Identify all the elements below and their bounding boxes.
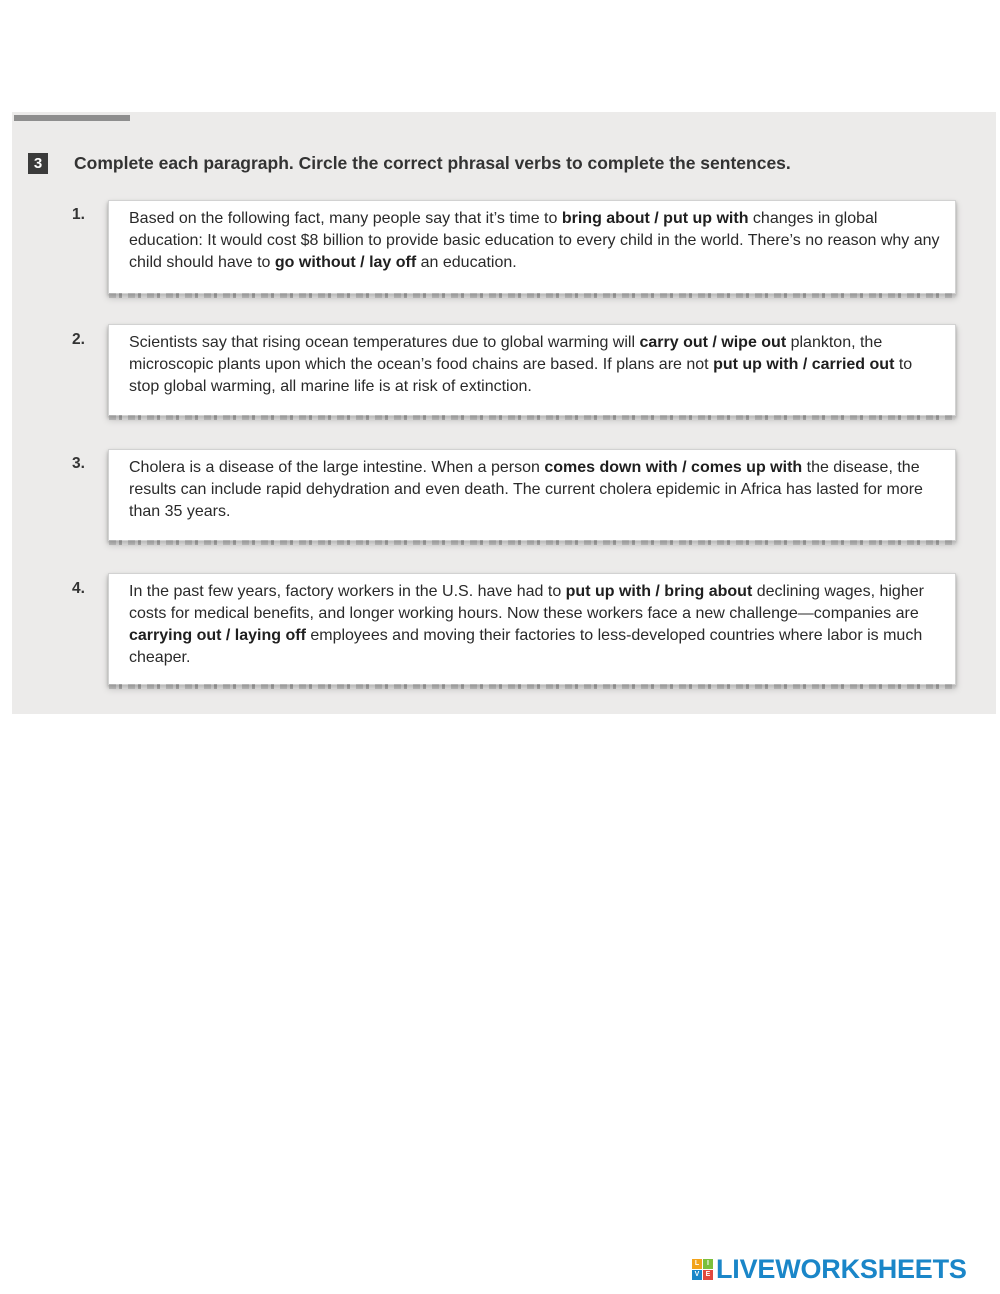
paragraph-card bbox=[108, 449, 956, 541]
text-segment: plankton, the microscopic plants upon which the ocean’s food chains are based. If plans are not bbox=[129, 334, 883, 373]
item-number: 4. bbox=[72, 580, 85, 597]
text-segment: employees and moving their factories to less-developed countries where labor is much cheaper. bbox=[129, 627, 923, 666]
paragraph-card bbox=[108, 573, 956, 685]
item-number: 3. bbox=[72, 455, 85, 472]
item-number: 2. bbox=[72, 331, 85, 348]
logo-tile: E bbox=[703, 1270, 713, 1280]
page-tab-marker bbox=[14, 115, 130, 121]
text-segment: declining wages, higher costs for medical benefits, and longer working hours. Now these workers face a new challenge—companies are bbox=[129, 583, 924, 622]
text-segment: the disease, the results can include rapid dehydration and even death. The current cholera epidemic in Africa has lasted for more than 35 years. bbox=[129, 459, 923, 520]
phrasal-verb-choice[interactable]: put up with / bring about bbox=[565, 583, 753, 600]
text-segment: Cholera is a disease of the large intestine. When a person bbox=[129, 459, 545, 476]
paragraph-text bbox=[109, 574, 955, 669]
paragraph-text bbox=[109, 450, 955, 523]
paragraph-card bbox=[108, 324, 956, 416]
phrasal-verb-choice[interactable]: carrying out / laying off bbox=[129, 627, 306, 644]
section-number-badge: 3 bbox=[28, 153, 48, 174]
section-header bbox=[28, 153, 791, 174]
text-segment: In the past few years, factory workers in the U.S. have had to bbox=[129, 583, 566, 600]
item-number: 1. bbox=[72, 206, 85, 223]
phrasal-verb-choice[interactable]: bring about / put up with bbox=[561, 210, 749, 227]
section-instruction: Complete each paragraph. Circle the correct phrasal verbs to complete the sentences. bbox=[74, 153, 791, 173]
phrasal-verb-choice[interactable]: go without / lay off bbox=[274, 254, 417, 271]
brand-name: LIVEWORKSHEETS bbox=[716, 1254, 967, 1284]
text-segment: Based on the following fact, many people say that it’s time to bbox=[129, 210, 562, 227]
text-segment: Scientists say that rising ocean temperatures due to global warming will bbox=[129, 334, 640, 351]
liveworksheets-brand[interactable] bbox=[692, 1254, 967, 1285]
logo-tile: L bbox=[692, 1259, 702, 1269]
phrasal-verb-choice[interactable]: comes down with / comes up with bbox=[544, 459, 803, 476]
paragraph-card bbox=[108, 200, 956, 294]
liveworksheets-logo-icon bbox=[692, 1259, 713, 1280]
paragraph-text bbox=[109, 325, 955, 398]
logo-tile: V bbox=[692, 1270, 702, 1280]
text-segment: to stop global warming, all marine life is at risk of extinction. bbox=[129, 356, 913, 395]
phrasal-verb-choice[interactable]: carry out / wipe out bbox=[639, 334, 787, 351]
paragraph-text bbox=[109, 201, 955, 274]
text-segment: changes in global education: It would cost $8 billion to provide basic education to every child in the world. There’s no reason why any child should have to bbox=[129, 210, 940, 271]
phrasal-verb-choice[interactable]: put up with / carried out bbox=[713, 356, 895, 373]
text-segment: an education. bbox=[416, 254, 517, 271]
logo-tile: I bbox=[703, 1259, 713, 1269]
